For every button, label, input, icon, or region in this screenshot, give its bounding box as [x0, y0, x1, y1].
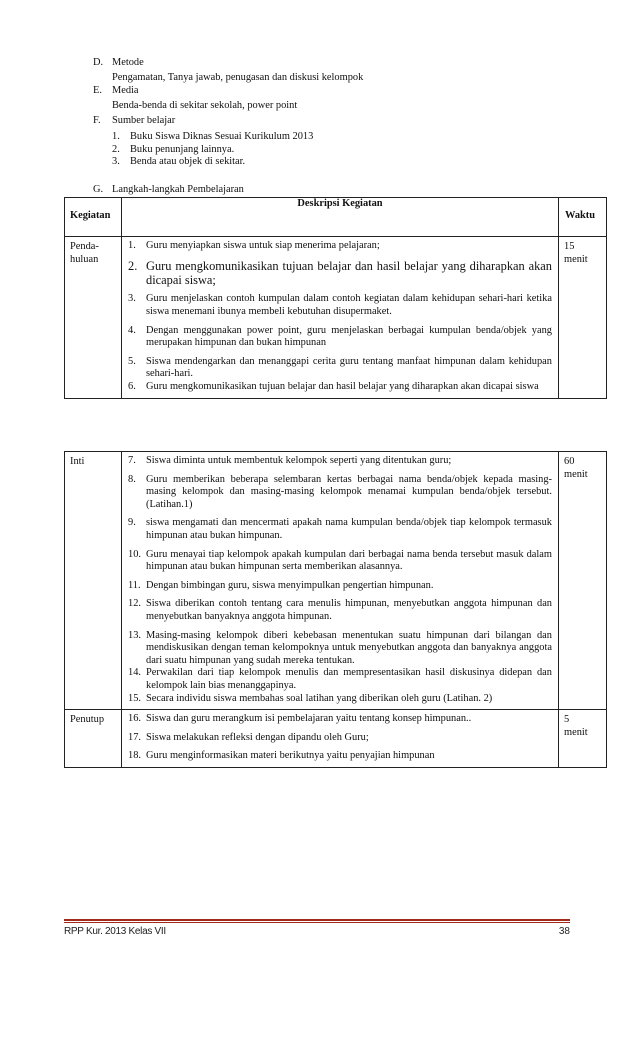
waktu-cell: 15 menit [559, 237, 607, 399]
section-body: Benda-benda di sekitar sekolah, power point [112, 100, 298, 111]
section-letter: G. [93, 184, 104, 195]
list-item: 15. Secara individu siswa membahas soal latihan yang diberikan oleh guru (Latihan. 2) [128, 692, 493, 704]
kegiatan-cell: Penutup [65, 710, 122, 768]
table-inti-penutup [64, 451, 607, 768]
section-body: Pengamatan, Tanya jawab, penugasan dan diskusi kelompok [112, 72, 364, 83]
list-item: 3. Benda atau objek di sekitar. [112, 156, 246, 168]
list-item: 5. Siswa mendengarkan dan menanggapi cerita guru tentang manfaat himpunan dalam kehidupan sehari-hari. [128, 355, 552, 380]
header-waktu: Waktu [559, 198, 607, 237]
waktu-cell: 60 menit [559, 452, 607, 710]
footer-divider [64, 919, 570, 921]
list-item: 8. Guru memberikan beberapa selembaran kertas berbagai nama benda/objek kepada masing-masing kelompok dan masing-masing kelompok menamai kumpulan benda/objek tersebut. (Latihan.1) [128, 473, 552, 510]
list-item: 9. siswa mengamati dan mencermati apakah nama kumpulan benda/objek tiap kelompok termasuk himpunan atau bukan himpunan. [128, 517, 552, 541]
header-kegiatan: Kegiatan [65, 198, 122, 237]
sumber-belajar-list [112, 131, 313, 169]
section-title: Media [112, 85, 139, 96]
kegiatan-cell: Penda- huluan [65, 237, 122, 399]
section-title: Metode [112, 57, 144, 68]
footer-divider-thin [64, 922, 570, 923]
table-header-row [65, 198, 607, 237]
list-item: 6. Guru mengkomunikasikan tujuan belajar dan hasil belajar yang diharapkan akan dicapai siswa [128, 380, 539, 392]
list-item: 12. Siswa diberikan contoh tentang cara menulis himpunan, menyebutkan anggota himpunan dan menyebutkan banyaknya anggota himpunan. [128, 598, 552, 622]
table-pendahuluan [64, 197, 607, 399]
deskripsi-cell [122, 710, 559, 768]
list-item: 11. Dengan bimbingan guru, siswa menyimpulkan pengertian himpunan. [128, 579, 434, 591]
list-item: 18. Guru menginformasikan materi berikutnya yaitu penyajian himpunan [128, 750, 435, 762]
footer-title: RPP Kur. 2013 Kelas VII [64, 926, 166, 937]
page-number: 38 [558, 926, 570, 937]
waktu-cell: 5 menit [559, 710, 607, 768]
header-deskripsi: Deskripsi Kegiatan [122, 198, 559, 237]
list-item: 4. Dengan menggunakan power point, guru menjelaskan berbagai kumpulan benda/objek yang merupakan himpunan dan bukan himpunan [128, 324, 552, 349]
section-letter: D. [93, 57, 104, 68]
list-item: 1. Guru menyiapkan siswa untuk siap menerima pelajaran; [128, 240, 380, 251]
deskripsi-cell [122, 237, 559, 399]
list-item: 16. Siswa dan guru merangkum isi pembelajaran yaitu tentang konsep himpunan.. [128, 713, 472, 725]
deskripsi-cell [122, 452, 559, 710]
table-row [65, 452, 607, 710]
list-item: 2. Buku penunjang lainnya. [112, 143, 235, 155]
section-title: Langkah-langkah Pembelajaran [112, 184, 244, 195]
list-item: 1. Buku Siswa Diknas Sesuai Kurikulum 2013 [112, 131, 314, 142]
list-item: 2. Guru mengkomunikasikan tujuan belajar dan hasil belajar yang diharapkan akan dicapai siswa; [128, 258, 552, 287]
list-item: 17. Siswa melakukan refleksi dengan dipandu oleh Guru; [128, 731, 369, 743]
section-letter: E. [93, 85, 102, 96]
list-item: 10. Guru menayai tiap kelompok apakah kumpulan dari berbagai nama benda tersebut masuk dalam himpunan atau bukan himpunan serta memberikan alasannya. [128, 548, 552, 573]
table-row [65, 237, 607, 399]
list-item: 3. Guru menjelaskan contoh kumpulan dalam contoh kegiatan dalam kehidupan sehari-hari ketika siswa menemani ibunya membeli kebutuhan disupermaket. [128, 293, 552, 317]
kegiatan-cell: Inti [65, 452, 122, 710]
list-item: 14. Perwakilan dari tiap kelompok menulis dan mempresentasikan hasil diskusinya didepan dan kelompok lain bias menanggapinya. [128, 667, 552, 691]
list-item: 13. Masing-masing kelompok diberi kebebasan menentukan suatu himpunan dari bilangan dan mendiskusikan dengan teman kelompoknya untuk menyebutkan anggota dan banyaknya anggota dari suatu himpunan yang sudah mereka tentukan. [128, 629, 552, 666]
list-item: 7. Siswa diminta untuk membentuk kelompok seperti yang ditentukan guru; [128, 455, 452, 466]
section-letter: F. [93, 115, 101, 126]
section-title: Sumber belajar [112, 115, 176, 126]
table-row [65, 710, 607, 768]
